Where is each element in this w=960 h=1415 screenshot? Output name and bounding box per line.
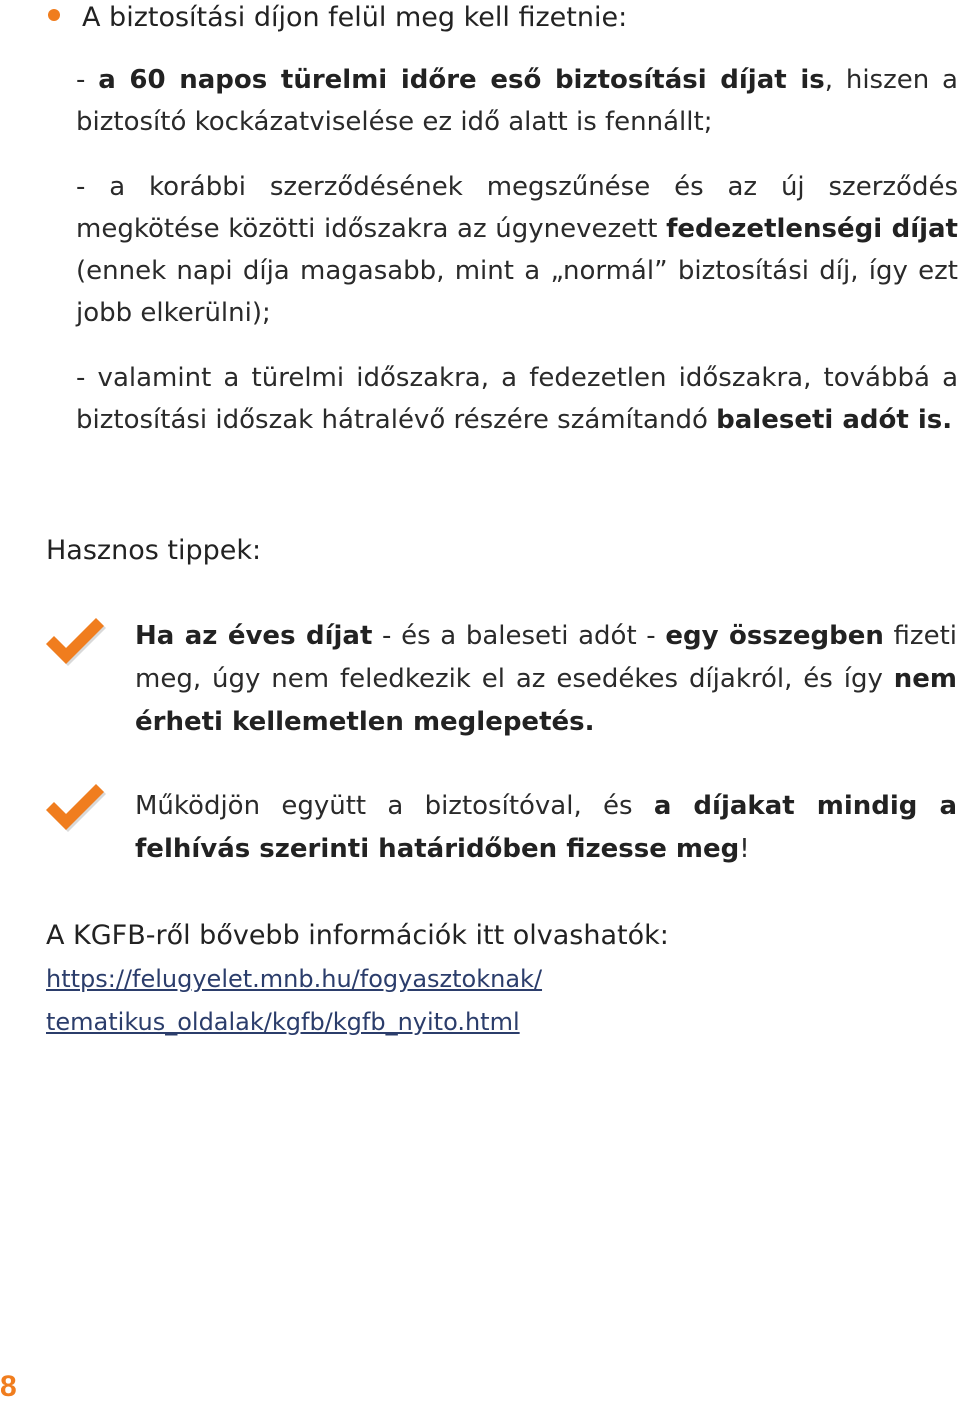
list-item [76, 357, 958, 441]
checkmark-icon [44, 780, 106, 832]
list-item [76, 59, 958, 143]
emphasis-text: baleseti adót is. [716, 405, 953, 435]
emphasis-text: a díjakat mindig a felhívás szerinti határidőben fizesse meg [135, 791, 957, 864]
body-text: ! [739, 834, 750, 864]
emphasis-text: egy összegben [665, 621, 884, 651]
section-heading: A biztosítási díjon felül meg kell fizetnie: [82, 2, 628, 33]
tip-item [135, 615, 957, 744]
info-link-line-1[interactable]: https://felugyelet.mnb.hu/fogyasztoknak/ [46, 965, 543, 993]
emphasis-text: a 60 napos türelmi időre eső biztosítási díjat is [98, 65, 825, 95]
emphasis-text: nem érheti kellemetlen meglepetés. [135, 664, 957, 737]
emphasis-text: fedezetlenségi díjat [666, 214, 958, 244]
info-title: A KGFB-ről bővebb információk itt olvashatók: [46, 920, 669, 951]
body-text: Működjön együtt a biztosítóval, és [135, 791, 654, 821]
body-text: fizeti meg, úgy nem feledkezik el az esedékes díjakról, és így [135, 621, 957, 694]
body-text: - [76, 65, 99, 95]
body-text: - és a baleseti adót - [372, 621, 666, 651]
checkmark-icon [44, 614, 106, 666]
list-item [76, 166, 958, 334]
body-text: - valamint a türelmi időszakra, a fedezetlen időszakra, továbbá a biztosítási időszak hátralévő részére számítandó [76, 363, 958, 435]
emphasis-text: Ha az éves díjat [135, 621, 373, 651]
body-text: - a korábbi szerződésének megszűnése és az új szerződés megkötése közötti időszakra az úgynevezett [76, 172, 958, 244]
info-link-line-2[interactable]: tematikus_oldalak/kgfb/kgfb_nyito.html [46, 1008, 520, 1036]
body-text: , hiszen a biztosító kockázatviselése ez idő alatt is fennállt; [76, 65, 958, 137]
tips-title: Hasznos tippek: [46, 535, 262, 566]
tip-item [135, 785, 957, 871]
page-number: 8 [0, 1370, 17, 1403]
body-text: (ennek napi díja magasabb, mint a „normál” biztosítási díj, így ezt jobb elkerülni); [76, 256, 958, 328]
bullet-dot-icon [48, 9, 60, 21]
